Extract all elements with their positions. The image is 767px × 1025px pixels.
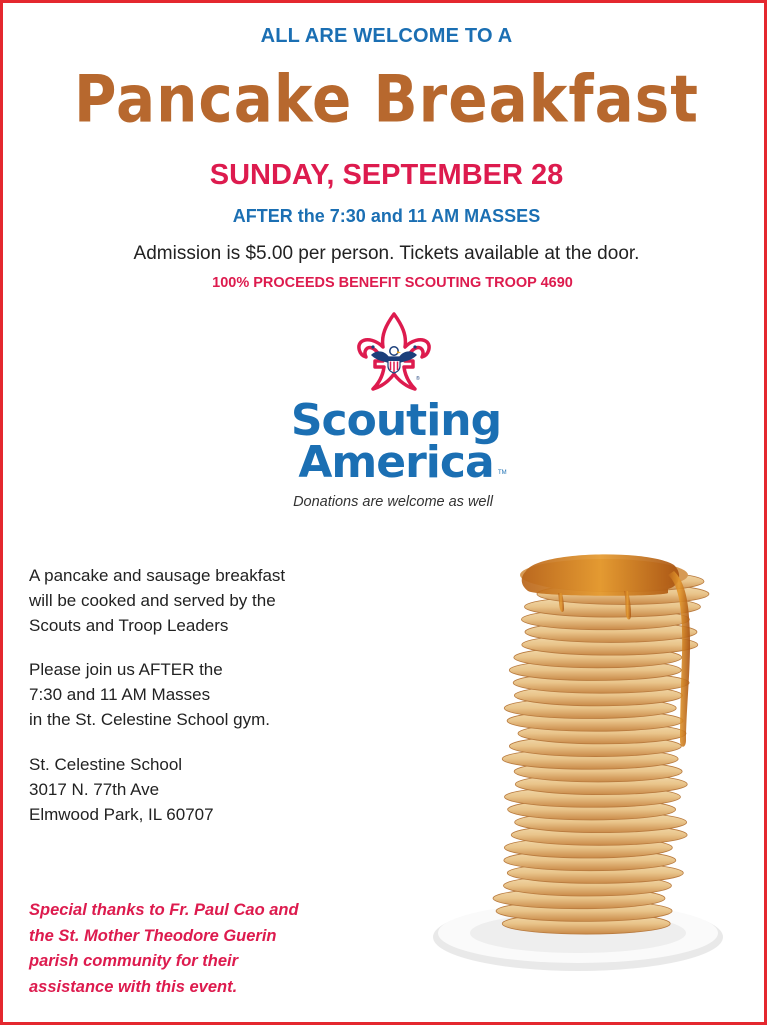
address-line: St. Celestine School [29,755,183,774]
event-time: AFTER the 7:30 and 11 AM MASSES [232,206,541,226]
logo-wordmark-line2: America [298,437,494,488]
description-line: A pancake and sausage breakfast [29,566,286,585]
address-line: 3017 N. 77th Ave [29,780,160,799]
school-address [29,752,359,827]
invitation-line: 7:30 and 11 AM Masses [29,685,211,704]
thanks-line: parish community for their [29,952,239,970]
pancake-stack-icon [428,535,763,1015]
event-date: SUNDAY, SEPTEMBER 28 [209,159,564,191]
description-line: will be cooked and served by the [29,591,276,610]
trademark-mark: TM [498,470,507,476]
invitation-line: in the St. Celestine School gym. [29,710,270,729]
event-title: Pancake Breakfast [74,61,699,138]
thanks-line: Special thanks to Fr. Paul Cao and [29,901,299,919]
special-thanks [29,898,359,1000]
thanks-line: the St. Mother Theodore Guerin [29,926,277,945]
breakfast-description [29,563,359,638]
logo-wordmark-line1: Scouting [290,395,502,446]
donations-note: Donations are welcome as well [293,494,493,510]
invitation-text [29,657,359,732]
thanks-line: assistance with this event. [29,977,238,996]
proceeds-note: 100% PROCEEDS BENEFIT SCOUTING TROOP 4690 [212,275,573,291]
admission-info: Admission is $5.00 per person. Tickets available at the door. [133,243,640,264]
invitation-line: Please join us AFTER the [29,660,223,679]
welcome-heading: ALL ARE WELCOME TO A [260,25,513,47]
description-line: Scouts and Troop Leaders [29,616,229,635]
svg-text:®: ® [416,376,420,382]
address-line: Elmwood Park, IL 60707 [29,805,214,824]
fleur-de-lis-eagle-icon [353,311,435,397]
